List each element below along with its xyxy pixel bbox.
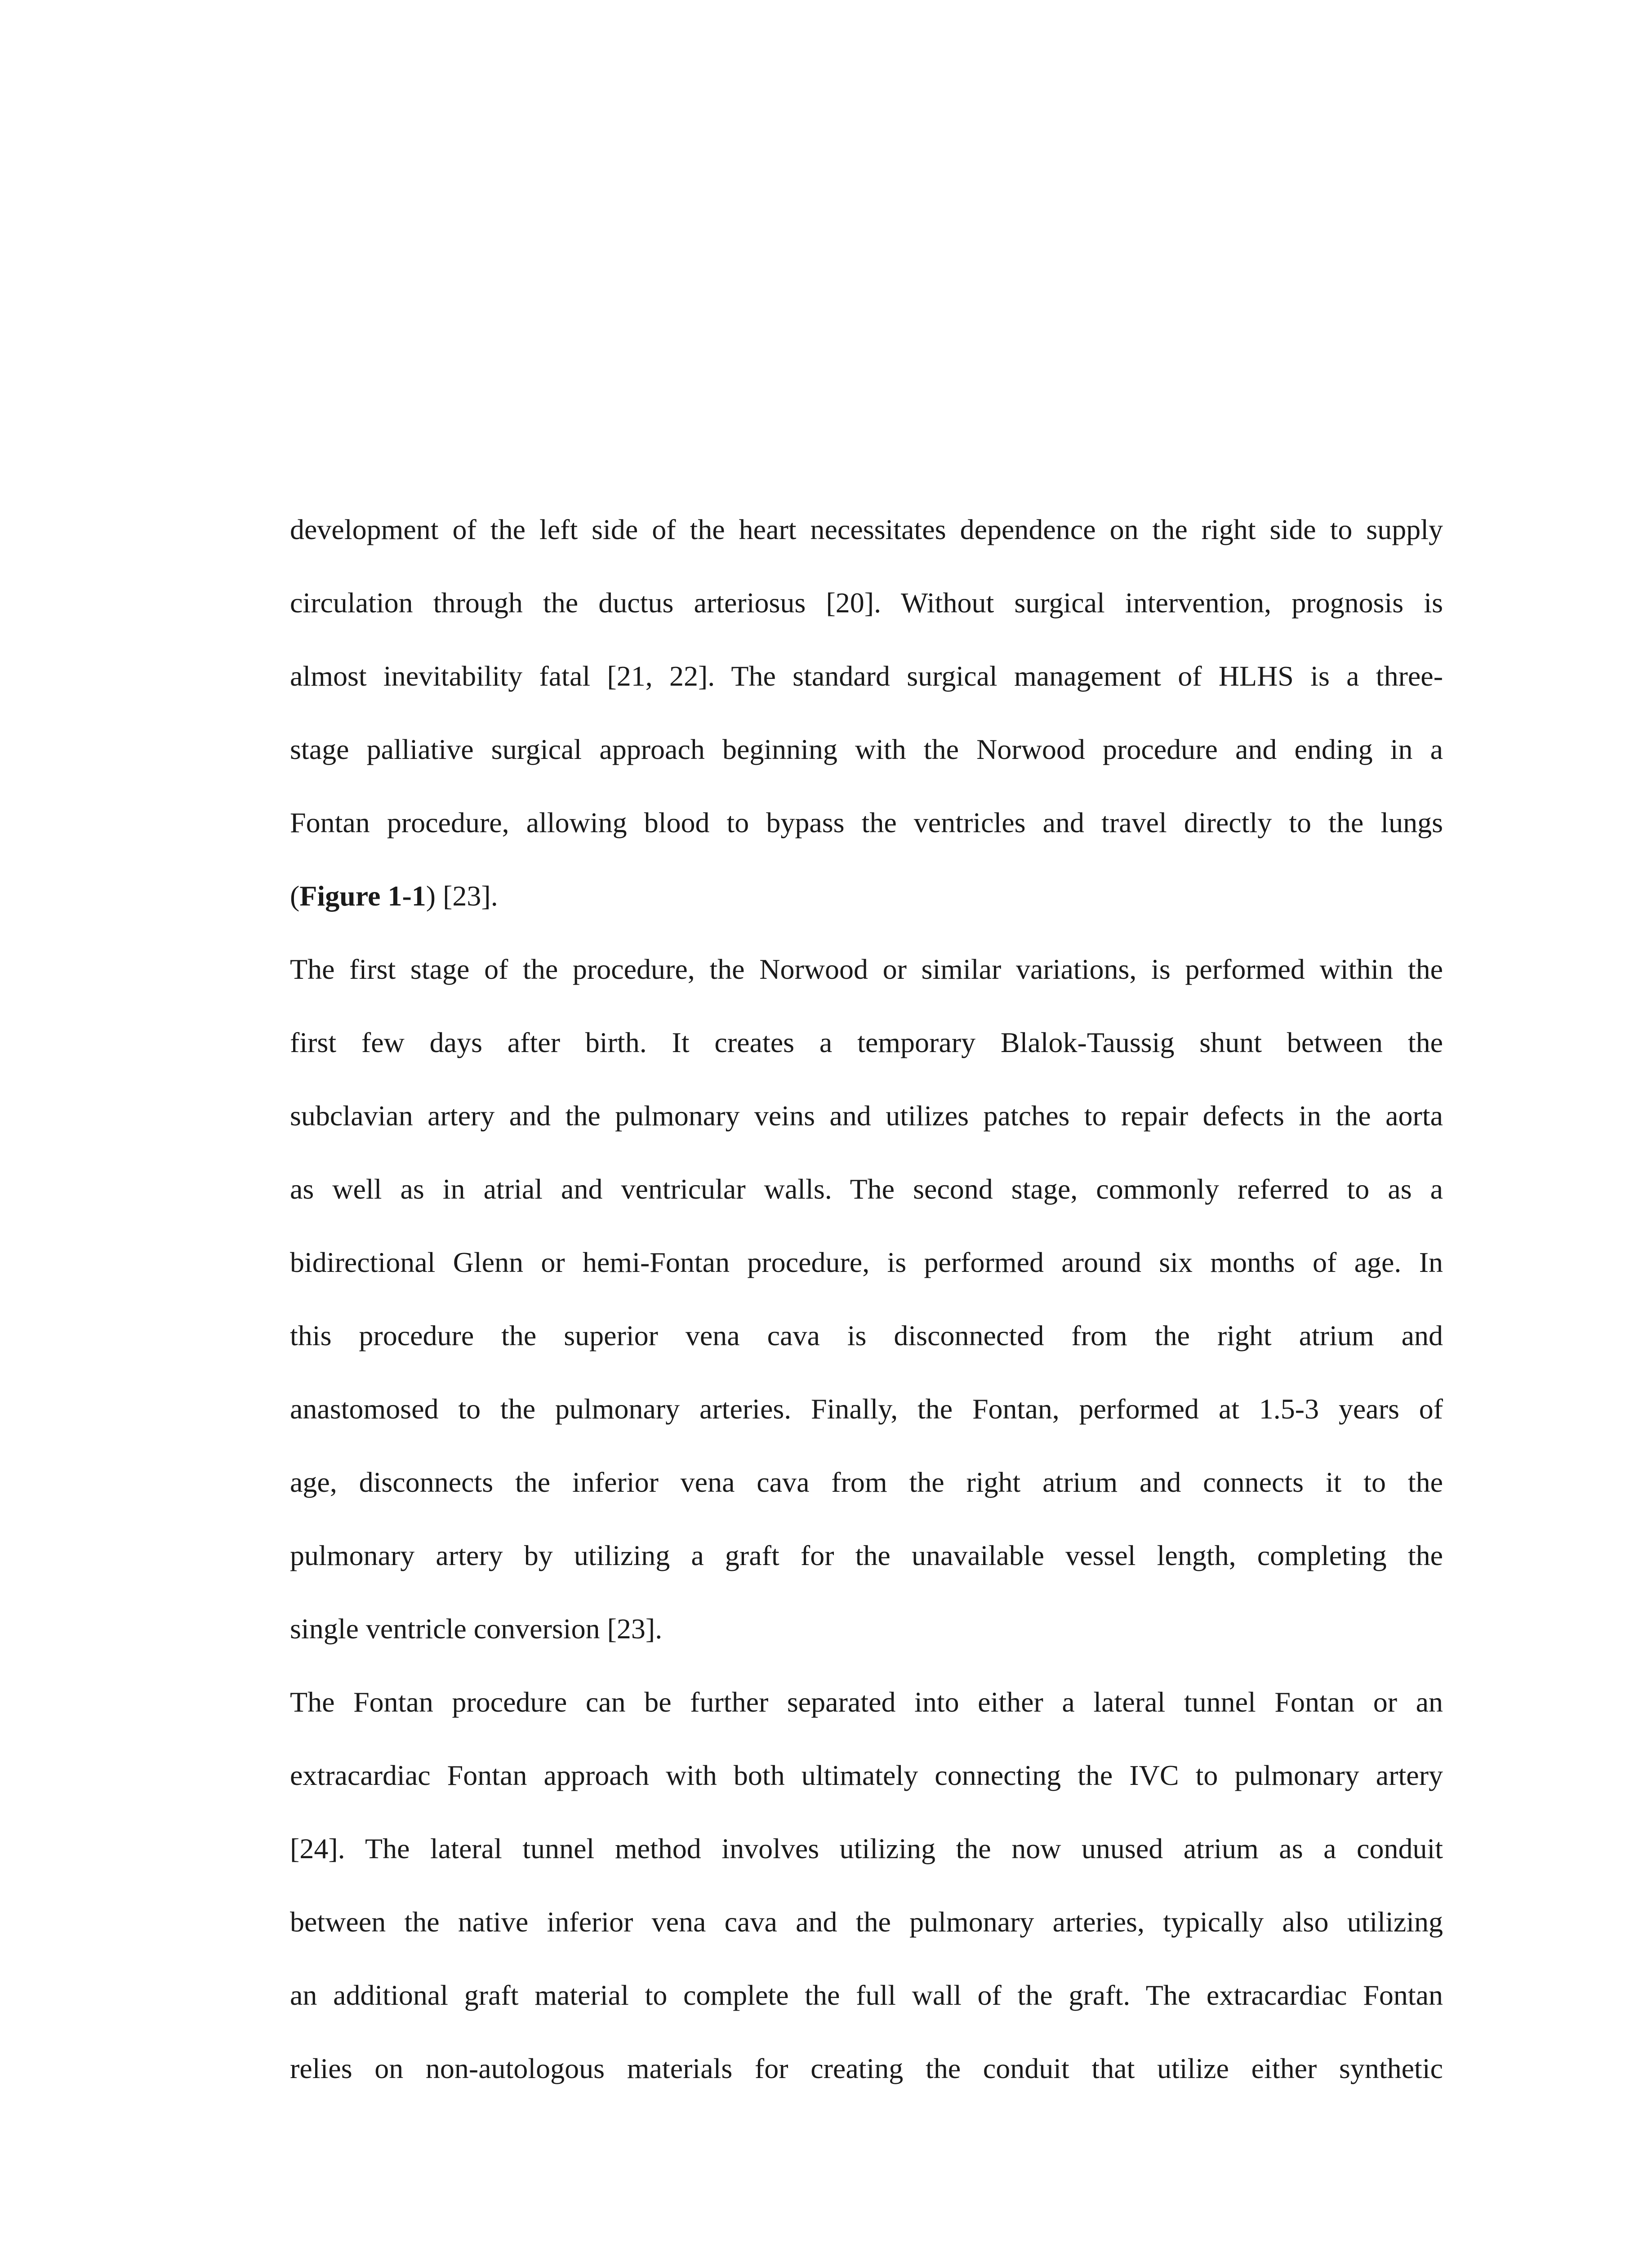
paragraph-1-line-5: Fontan procedure, allowing blood to bypass the ventricles and travel directly to the lungs	[290, 807, 1443, 839]
paragraph-3-line-4: between the native inferior vena cava and the pulmonary arteries, typically also utilizing	[290, 1906, 1443, 1938]
paragraph-2-line-5: bidirectional Glenn or hemi-Fontan procedure, is performed around six months of age. In	[290, 1246, 1443, 1278]
paragraph-2-line-1: The first stage of the procedure, the Norwood or similar variations, is performed within the	[290, 953, 1443, 985]
paragraph-2-line-6: this procedure the superior vena cava is disconnected from the right atrium and	[290, 1320, 1443, 1351]
paragraph-3-line-6: relies on non-autologous materials for creating the conduit that utilize either synthetic	[290, 2052, 1443, 2084]
figure-reference: Figure 1-1	[299, 880, 426, 912]
paragraph-1-line-4: stage palliative surgical approach beginning with the Norwood procedure and ending in a	[290, 733, 1443, 765]
citation-23: ) [23].	[426, 880, 498, 912]
paragraph-3-line-2: extracardiac Fontan approach with both ultimately connecting the IVC to pulmonary artery	[290, 1759, 1443, 1791]
paragraph-2-line-7: anastomosed to the pulmonary arteries. Finally, the Fontan, performed at 1.5-3 years of	[290, 1393, 1443, 1425]
paragraph-2-line-9: pulmonary artery by utilizing a graft for the unavailable vessel length, completing the	[290, 1539, 1443, 1571]
paragraph-1-line-3: almost inevitability fatal [21, 22]. The standard surgical management of HLHS is a three-	[290, 660, 1443, 692]
paragraph-3-line-5: an additional graft material to complete the full wall of the graft. The extracardiac Fontan	[290, 1979, 1443, 2011]
paragraph-1-line-6	[290, 868, 1443, 941]
paragraph-2-line-3: subclavian artery and the pulmonary veins and utilizes patches to repair defects in the aorta	[290, 1100, 1443, 1132]
paragraph-3-line-3: [24]. The lateral tunnel method involves utilizing the now unused atrium as a conduit	[290, 1833, 1443, 1864]
paragraph-1-line-2: circulation through the ductus arteriosus [20]. Without surgical intervention, prognosis is	[290, 587, 1443, 619]
paragraph-2-line-4: as well as in atrial and ventricular walls. The second stage, commonly referred to as a	[290, 1173, 1443, 1205]
paragraph-2-line-2: first few days after birth. It creates a temporary Blalok-Taussig shunt between the	[290, 1026, 1443, 1058]
paragraph-1-line-1: development of the left side of the heart necessitates dependence on the right side to supply	[290, 513, 1443, 545]
paragraph-3-line-1: The Fontan procedure can be further separated into either a lateral tunnel Fontan or an	[290, 1686, 1443, 1718]
paragraph-2-line-10: single ventricle conversion [23].	[290, 1613, 663, 1645]
paragraph-2-line-8: age, disconnects the inferior vena cava from the right atrium and connects it to the	[290, 1466, 1443, 1498]
body-text	[290, 501, 1443, 2114]
open-paren: (	[290, 880, 300, 912]
